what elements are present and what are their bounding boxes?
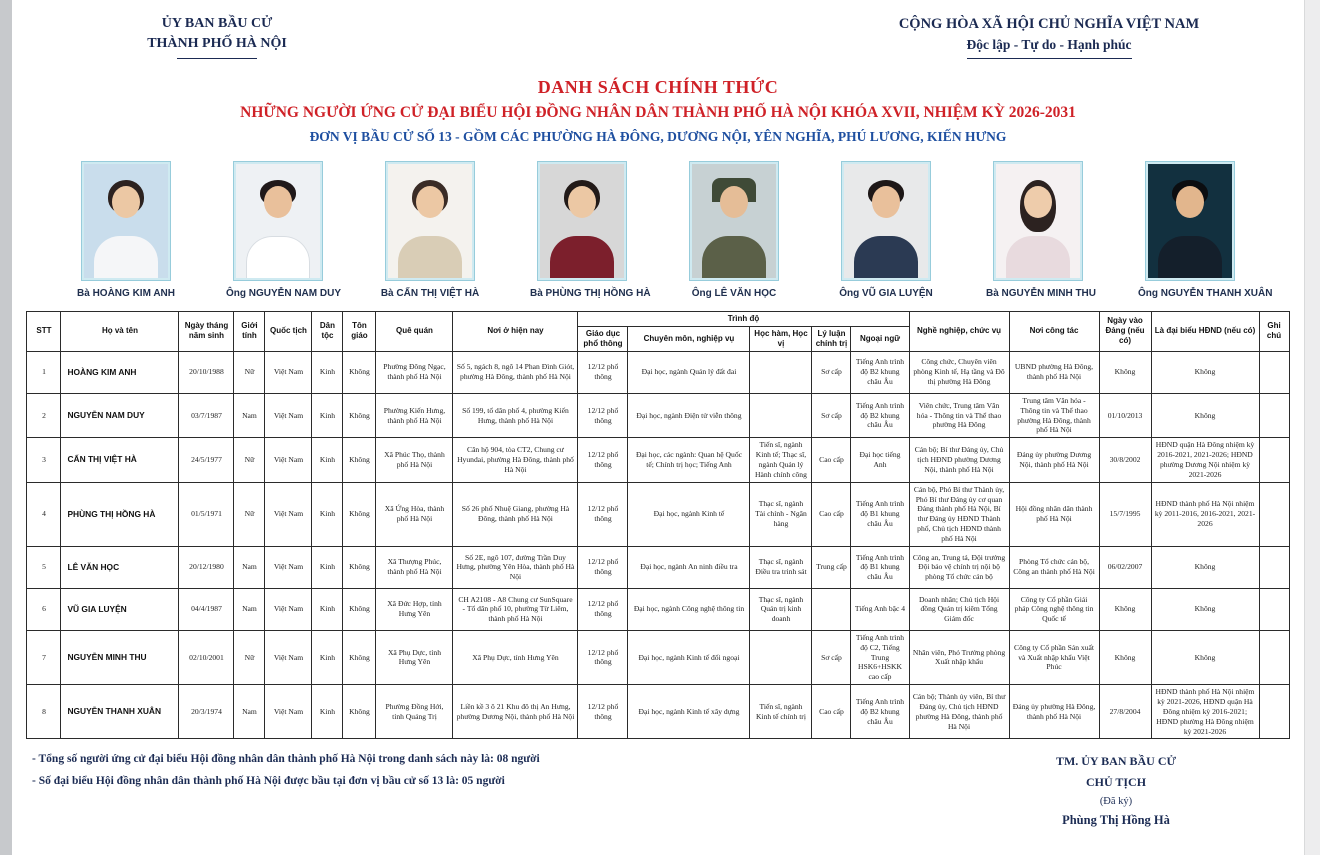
cell-gender: Nữ <box>234 630 265 684</box>
cell-occupation: Cán bộ; Thành ủy viên, Bí thư Đảng ủy, Chủ tịch HĐND phường Hà Đông, thành phố Hà Nội <box>909 685 1009 739</box>
cell-name: VŨ GIA LUYỆN <box>61 588 179 630</box>
cell-stt: 5 <box>27 546 61 588</box>
cell-nationality: Việt Nam <box>265 438 312 482</box>
cell-ethnicity: Kinh <box>312 546 343 588</box>
cell-politics: Sơ cấp <box>812 393 851 437</box>
national-motto-line2: Độc lập - Tự do - Hạnh phúc <box>966 37 1132 53</box>
col-header-politics: Lý luận chính trị <box>812 326 851 351</box>
cell-politics: Cao cấp <box>812 685 851 739</box>
cell-dob: 03/7/1987 <box>179 393 234 437</box>
candidate-photo-card <box>986 162 1097 299</box>
candidate-photo-card <box>226 162 341 299</box>
candidate-photo-caption: Bà HOÀNG KIM ANH <box>77 287 175 299</box>
cell-party-date: Không <box>1099 588 1151 630</box>
issuer-underline <box>177 58 257 59</box>
candidate-photo-card <box>682 162 786 299</box>
cell-education: 12/12 phổ thông <box>578 630 628 684</box>
document-page <box>12 0 1304 855</box>
cell-occupation: Viên chức, Trung tâm Văn hóa - Thông tin và Thể thao phường Hà Đông <box>909 393 1009 437</box>
table-row <box>27 588 1289 630</box>
cell-note <box>1259 351 1289 393</box>
cell-education: 12/12 phổ thông <box>578 685 628 739</box>
cell-council: Không <box>1151 351 1259 393</box>
cell-note <box>1259 588 1289 630</box>
cell-party-date: 06/02/2007 <box>1099 546 1151 588</box>
cell-occupation: Doanh nhân; Chủ tịch Hội đồng Quản trị kiêm Tổng Giám đốc <box>909 588 1009 630</box>
cell-nationality: Việt Nam <box>265 351 312 393</box>
table-row <box>27 685 1289 739</box>
document-titles <box>12 73 1304 148</box>
col-header-specialty: Chuyên môn, nghiệp vụ <box>628 326 750 351</box>
cell-occupation: Cán bộ; Bí thư Đảng ủy, Chủ tịch HĐND phường Dương Nội, thành phố Hà Nội <box>909 438 1009 482</box>
col-header-note: Ghi chú <box>1259 311 1289 351</box>
cell-stt: 8 <box>27 685 61 739</box>
cell-name: NGUYỄN THANH XUÂN <box>61 685 179 739</box>
candidate-photo-caption: Ông LÊ VĂN HỌC <box>691 287 777 299</box>
cell-language: Tiếng Anh trình độ C2, Tiếng Trung HSK6+HSKK cao cấp <box>851 630 909 684</box>
cell-politics: Cao cấp <box>812 482 851 546</box>
cell-hometown: Phường Đông Ngạc, thành phố Hà Nội <box>376 351 453 393</box>
col-header-degree: Học hàm, Học vị <box>750 326 812 351</box>
cell-stt: 7 <box>27 630 61 684</box>
cell-nationality: Việt Nam <box>265 393 312 437</box>
candidate-photo-caption: Bà PHÙNG THỊ HỒNG HÀ <box>530 287 651 299</box>
signature-signed-note: (Đã ký) <box>1099 796 1133 808</box>
cell-language: Tiếng Anh trình độ B1 khung châu Âu <box>851 482 909 546</box>
cell-religion: Không <box>343 482 376 546</box>
candidate-portrait <box>842 162 930 280</box>
cell-ethnicity: Kinh <box>312 630 343 684</box>
candidate-portrait <box>234 162 322 280</box>
cell-council: Không <box>1151 630 1259 684</box>
cell-stt: 1 <box>27 351 61 393</box>
col-header-religion: Tôn giáo <box>343 311 376 351</box>
motto-underline <box>967 58 1132 59</box>
cell-education: 12/12 phổ thông <box>578 546 628 588</box>
cell-ethnicity: Kinh <box>312 351 343 393</box>
candidate-photo-card <box>530 162 651 299</box>
cell-language: Tiếng Anh trình độ B2 khung châu Âu <box>851 685 909 739</box>
cell-workplace: Phòng Tổ chức cán bộ, Công an thành phố Hà Nội <box>1009 546 1099 588</box>
cell-note <box>1259 630 1289 684</box>
cell-degree: Thạc sĩ, ngành Quản trị kinh doanh <box>750 588 812 630</box>
cell-name: PHÙNG THỊ HỒNG HÀ <box>61 482 179 546</box>
cell-residence: Số 5, ngách 8, ngõ 14 Phan Đình Giót, phường Hà Đông, thành phố Hà Nội <box>453 351 578 393</box>
cell-hometown: Phường Đồng Hới, tỉnh Quảng Trị <box>376 685 453 739</box>
cell-party-date: Không <box>1099 630 1151 684</box>
table-body <box>27 351 1289 739</box>
title-constituency: ĐƠN VỊ BẦU CỬ SỐ 13 - GỒM CÁC PHƯỜNG HÀ ĐÔNG, DƯƠNG NỘI, YÊN NGHĨA, PHÚ LƯƠNG, KIẾN HƯNG <box>309 129 1007 145</box>
cell-specialty: Đại học, ngành An ninh điều tra <box>628 546 750 588</box>
cell-dob: 01/5/1971 <box>179 482 234 546</box>
cell-nationality: Việt Nam <box>265 546 312 588</box>
col-header-education: Giáo dục phổ thông <box>578 326 628 351</box>
cell-council: HĐND thành phố Hà Nội nhiệm kỳ 2021-2026, HĐND quận Hà Đông nhiệm kỳ 2016-2021; HĐND phường Hà Đông nhiệm kỳ 2021-2026 <box>1151 685 1259 739</box>
cell-gender: Nam <box>234 393 265 437</box>
cell-ethnicity: Kinh <box>312 588 343 630</box>
cell-workplace: Trung tâm Văn hóa - Thông tin và Thể thao phường Hà Đông, thành phố Hà Nội <box>1009 393 1099 437</box>
col-header-council: Là đại biểu HĐND (nếu có) <box>1151 311 1259 351</box>
cell-politics: Cao cấp <box>812 438 851 482</box>
cell-council: HĐND thành phố Hà Nội nhiệm kỳ 2011-2016, 2016-2021, 2021-2026 <box>1151 482 1259 546</box>
person-silhouette-icon <box>398 236 462 280</box>
person-silhouette-icon <box>94 236 158 280</box>
col-header-language: Ngoại ngữ <box>851 326 909 351</box>
cell-residence: Xã Phụ Dực, tỉnh Hưng Yên <box>453 630 578 684</box>
candidate-photo-card <box>834 162 938 299</box>
cell-party-date: 01/10/2013 <box>1099 393 1151 437</box>
cell-name: LÊ VĂN HỌC <box>61 546 179 588</box>
signature-title: CHỦ TỊCH <box>1085 774 1147 789</box>
cell-specialty: Đại học, ngành Kinh tế xây dựng <box>628 685 750 739</box>
candidate-portrait <box>690 162 778 280</box>
cell-hometown: Phường Kiến Hưng, thành phố Hà Nội <box>376 393 453 437</box>
candidate-photo-caption: Ông NGUYỄN THANH XUÂN <box>1138 287 1273 299</box>
candidate-photo-card <box>1138 162 1273 299</box>
cell-council: Không <box>1151 588 1259 630</box>
cell-ethnicity: Kinh <box>312 482 343 546</box>
cell-specialty: Đại học, ngành Quản lý đất đai <box>628 351 750 393</box>
cell-note <box>1259 482 1289 546</box>
national-motto-line1: CỘNG HÒA XÃ HỘI CHỦ NGHĨA VIỆT NAM <box>898 16 1200 32</box>
title-subtitle: NHỮNG NGƯỜI ỨNG CỬ ĐẠI BIỂU HỘI ĐỒNG NHÂN DÂN THÀNH PHỐ HÀ NỘI KHÓA XVII, NHIỆM KỲ 2026-2031 <box>240 104 1076 122</box>
cell-education: 12/12 phổ thông <box>578 588 628 630</box>
cell-party-date: Không <box>1099 351 1151 393</box>
cell-nationality: Việt Nam <box>265 685 312 739</box>
col-header-nationality: Quốc tịch <box>265 311 312 351</box>
cell-religion: Không <box>343 630 376 684</box>
signature-on-behalf: TM. ỦY BAN BẦU CỬ <box>1055 754 1177 769</box>
cell-dob: 20/12/1980 <box>179 546 234 588</box>
candidate-photo-caption: Bà NGUYỄN MINH THU <box>986 287 1097 299</box>
cell-residence: Liền kề 3 ô 21 Khu đô thị An Hưng, phường Dương Nội, thành phố Hà Nội <box>453 685 578 739</box>
table-row <box>27 438 1289 482</box>
cell-workplace: Đảng ủy phường Hà Đông, thành phố Hà Nội <box>1009 685 1099 739</box>
cell-dob: 02/10/2001 <box>179 630 234 684</box>
cell-party-date: 30/8/2002 <box>1099 438 1151 482</box>
cell-religion: Không <box>343 351 376 393</box>
cell-workplace: Công ty Cổ phần Giải pháp Công nghệ thông tin Quốc tế <box>1009 588 1099 630</box>
cell-politics: Sơ cấp <box>812 630 851 684</box>
cell-degree: Tiến sĩ, ngành Kinh tế chính trị <box>750 685 812 739</box>
cell-religion: Không <box>343 546 376 588</box>
col-header-hometown: Quê quán <box>376 311 453 351</box>
cell-religion: Không <box>343 438 376 482</box>
table-header <box>27 311 1289 351</box>
summary-note-elected: - Số đại biểu Hội đồng nhân dân thành phố Hà Nội được bầu tại đơn vị bầu cử số 13 là: 05 người <box>32 775 505 788</box>
person-silhouette-icon <box>416 186 444 218</box>
cell-gender: Nam <box>234 546 265 588</box>
cell-education: 12/12 phổ thông <box>578 393 628 437</box>
cell-hometown: Xã Thượng Phúc, thành phố Hà Nội <box>376 546 453 588</box>
cell-degree <box>750 630 812 684</box>
cell-nationality: Việt Nam <box>265 482 312 546</box>
cell-specialty: Đại học, ngành Công nghệ thông tin <box>628 588 750 630</box>
cell-dob: 04/4/1987 <box>179 588 234 630</box>
col-header-gender: Giới tính <box>234 311 265 351</box>
cell-nationality: Việt Nam <box>265 588 312 630</box>
title-main: DANH SÁCH CHÍNH THỨC <box>537 76 779 97</box>
cell-residence: Số 2E, ngõ 107, đường Trần Duy Hưng, phường Yên Hòa, thành phố Hà Nội <box>453 546 578 588</box>
cell-occupation: Nhân viên, Phó Trưởng phòng Xuất nhập khẩu <box>909 630 1009 684</box>
cell-specialty: Đại học, các ngành: Quan hệ Quốc tế; Chính trị học; Tiếng Anh <box>628 438 750 482</box>
table-row <box>27 393 1289 437</box>
page-right-edge <box>1304 0 1320 855</box>
person-silhouette-icon <box>1024 186 1052 218</box>
cell-language: Tiếng Anh trình độ B2 khung châu Âu <box>851 393 909 437</box>
cell-specialty: Đại học, ngành Kinh tế đối ngoại <box>628 630 750 684</box>
cell-workplace: UBND phường Hà Đông, thành phố Hà Nội <box>1009 351 1099 393</box>
cell-degree <box>750 351 812 393</box>
cell-occupation: Cán bộ, Phó Bí thư Thành ủy, Phó Bí thư Đảng ủy cơ quan Đảng thành phố Hà Nội, Bí thư Đảng ủy HĐND Thành phố, Chủ tịch HĐND thành phố Hà Nội <box>909 482 1009 546</box>
cell-ethnicity: Kinh <box>312 685 343 739</box>
candidate-photo-card <box>74 162 178 299</box>
cell-specialty: Đại học, ngành Kinh tế <box>628 482 750 546</box>
person-silhouette-icon <box>112 186 140 218</box>
person-silhouette-icon <box>854 236 918 280</box>
cell-stt: 6 <box>27 588 61 630</box>
cell-residence: Số 199, tổ dân phố 4, phường Kiến Hưng, thành phố Hà Nội <box>453 393 578 437</box>
col-header-residence: Nơi ở hiện nay <box>453 311 578 351</box>
cell-language: Tiếng Anh trình độ B1 khung châu Âu <box>851 546 909 588</box>
person-silhouette-icon <box>720 186 748 218</box>
candidate-photo-caption: Ông VŨ GIA LUYỆN <box>839 287 933 299</box>
letterhead <box>12 10 1304 59</box>
col-header-stt: STT <box>27 311 61 351</box>
page-left-edge <box>0 0 12 855</box>
issuer-line1: ỦY BAN BẦU CỬ <box>161 16 273 31</box>
candidate-portrait <box>538 162 626 280</box>
cell-politics: Trung cấp <box>812 546 851 588</box>
cell-party-date: 27/8/2004 <box>1099 685 1151 739</box>
cell-degree <box>750 393 812 437</box>
cell-occupation: Công an, Trung tá, Đội trưởng Đội bảo vệ chính trị nội bộ phòng Tổ chức cán bộ <box>909 546 1009 588</box>
cell-religion: Không <box>343 685 376 739</box>
cell-religion: Không <box>343 588 376 630</box>
candidates-table <box>26 311 1289 740</box>
cell-council: HĐND quận Hà Đông nhiệm kỳ 2016-2021, 2021-2026; HĐND phường Dương Nội nhiệm kỳ 2021-2026 <box>1151 438 1259 482</box>
cell-stt: 3 <box>27 438 61 482</box>
table-row <box>27 351 1289 393</box>
candidate-photo-caption: Ông NGUYỄN NAM DUY <box>226 287 341 299</box>
cell-education: 12/12 phổ thông <box>578 438 628 482</box>
person-silhouette-icon <box>568 186 596 218</box>
issuer-line2: THÀNH PHỐ HÀ NỘI <box>147 36 287 52</box>
col-header-dob: Ngày tháng năm sinh <box>179 311 234 351</box>
candidate-portrait <box>1146 162 1234 280</box>
candidate-portrait <box>82 162 170 280</box>
cell-hometown: Xã Phúc Thọ, thành phố Hà Nội <box>376 438 453 482</box>
cell-workplace: Công ty Cổ phần Sản xuất và Xuất nhập khẩu Việt Phúc <box>1009 630 1099 684</box>
cell-gender: Nam <box>234 685 265 739</box>
cell-degree: Thạc sĩ, ngành Điều tra trinh sát <box>750 546 812 588</box>
person-silhouette-icon <box>1006 236 1070 280</box>
cell-gender: Nữ <box>234 438 265 482</box>
cell-education: 12/12 phổ thông <box>578 351 628 393</box>
cell-dob: 20/3/1974 <box>179 685 234 739</box>
signature-name: Phùng Thị Hồng Hà <box>1062 813 1170 828</box>
cell-stt: 2 <box>27 393 61 437</box>
candidate-photos-row <box>12 162 1304 299</box>
person-silhouette-icon <box>264 186 292 218</box>
cell-specialty: Đại học, ngành Điện tử viễn thông <box>628 393 750 437</box>
cell-degree: Tiến sĩ, ngành Kinh tế; Thạc sĩ, ngành Quản lý Hành chính công <box>750 438 812 482</box>
cell-degree: Thạc sĩ, ngành Tài chính - Ngân hàng <box>750 482 812 546</box>
cell-note <box>1259 685 1289 739</box>
cell-name: NGUYỄN MINH THU <box>61 630 179 684</box>
cell-occupation: Công chức, Chuyên viên phòng Kinh tế, Hạ tầng và Đô thị phường Hà Đông <box>909 351 1009 393</box>
cell-stt: 4 <box>27 482 61 546</box>
summary-note-total: - Tổng số người ứng cử đại biểu Hội đồng nhân dân thành phố Hà Nội trong danh sách này là: 08 người <box>32 753 540 766</box>
cell-politics <box>812 588 851 630</box>
cell-education: 12/12 phổ thông <box>578 482 628 546</box>
letterhead-national <box>834 14 1264 59</box>
cell-gender: Nam <box>234 588 265 630</box>
table-row <box>27 546 1289 588</box>
cell-note <box>1259 546 1289 588</box>
col-header-workplace: Nơi công tác <box>1009 311 1099 351</box>
cell-residence: CH A2108 - A8 Chung cư SunSquare - Tổ dân phố 10, phường Từ Liêm, thành phố Hà Nội <box>453 588 578 630</box>
table-row <box>27 630 1289 684</box>
cell-party-date: 15/7/1995 <box>1099 482 1151 546</box>
candidate-portrait <box>386 162 474 280</box>
cell-name: HOÀNG KIM ANH <box>61 351 179 393</box>
candidate-photo-card <box>378 162 482 299</box>
cell-name: NGUYỄN NAM DUY <box>61 393 179 437</box>
cell-politics: Sơ cấp <box>812 351 851 393</box>
cell-workplace: Đảng ủy phường Dương Nội, thành phố Hà Nội <box>1009 438 1099 482</box>
person-silhouette-icon <box>550 236 614 280</box>
person-silhouette-icon <box>702 236 766 280</box>
cell-note <box>1259 393 1289 437</box>
cell-language: Tiếng Anh trình độ B2 khung châu Âu <box>851 351 909 393</box>
col-group-header-qualifications: Trình độ <box>578 311 909 326</box>
col-header-party-date: Ngày vào Đảng (nếu có) <box>1099 311 1151 351</box>
cell-ethnicity: Kinh <box>312 438 343 482</box>
person-silhouette-icon <box>1176 186 1204 218</box>
col-header-ethnicity: Dân tộc <box>312 311 343 351</box>
person-silhouette-icon <box>246 236 310 280</box>
cell-council: Không <box>1151 393 1259 437</box>
cell-name: CẤN THỊ VIỆT HÀ <box>61 438 179 482</box>
col-header-occupation: Nghề nghiệp, chức vụ <box>909 311 1009 351</box>
cell-hometown: Xã Phụ Dực, tỉnh Hưng Yên <box>376 630 453 684</box>
candidate-portrait <box>994 162 1082 280</box>
cell-council: Không <box>1151 546 1259 588</box>
cell-residence: Số 26 phố Nhuệ Giang, phường Hà Đông, thành phố Hà Nội <box>453 482 578 546</box>
cell-ethnicity: Kinh <box>312 393 343 437</box>
cell-residence: Căn hộ 904, tòa CT2, Chung cư Hyundai, phường Hà Đông, thành phố Hà Nội <box>453 438 578 482</box>
cell-hometown: Xã Đức Hợp, tỉnh Hưng Yên <box>376 588 453 630</box>
cell-note <box>1259 438 1289 482</box>
cell-language: Tiếng Anh bậc 4 <box>851 588 909 630</box>
cell-hometown: Xã Ứng Hòa, thành phố Hà Nội <box>376 482 453 546</box>
cell-language: Đại học tiếng Anh <box>851 438 909 482</box>
cell-nationality: Việt Nam <box>265 630 312 684</box>
cell-gender: Nữ <box>234 351 265 393</box>
cell-workplace: Hội đồng nhân dân thành phố Hà Nội <box>1009 482 1099 546</box>
col-header-name: Họ và tên <box>61 311 179 351</box>
cell-dob: 24/5/1977 <box>179 438 234 482</box>
table-row <box>27 482 1289 546</box>
cell-dob: 20/10/1988 <box>179 351 234 393</box>
cell-gender: Nữ <box>234 482 265 546</box>
summary-notes <box>32 749 540 793</box>
cell-religion: Không <box>343 393 376 437</box>
candidate-photo-caption: Bà CẤN THỊ VIỆT HÀ <box>380 287 480 299</box>
letterhead-issuer <box>67 14 367 59</box>
signature-block <box>976 751 1256 828</box>
document-footer <box>12 749 1304 828</box>
person-silhouette-icon <box>1158 236 1222 280</box>
person-silhouette-icon <box>872 186 900 218</box>
